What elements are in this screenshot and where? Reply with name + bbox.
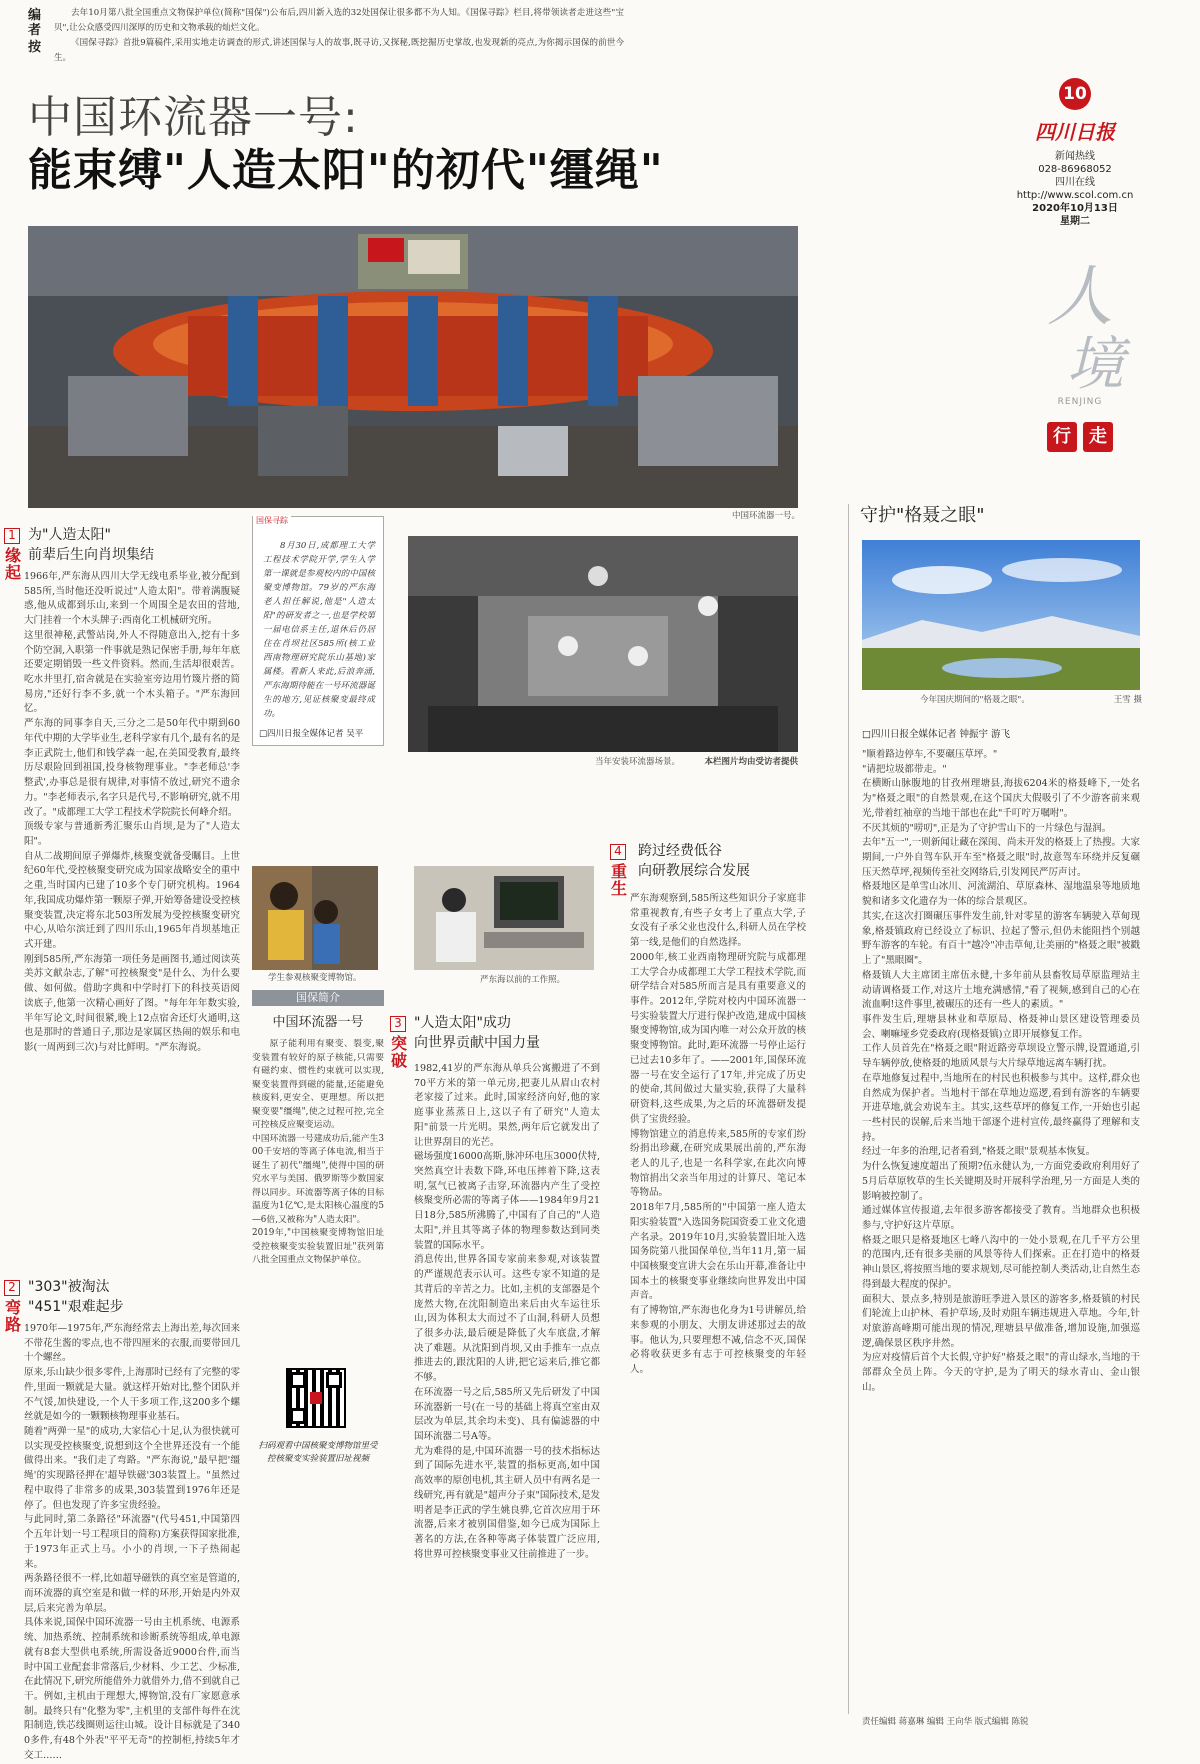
column-logo <box>1020 258 1140 462</box>
editor-note-label-1: 编者 <box>28 8 42 38</box>
column-stamps <box>1020 422 1140 452</box>
section3-title-1: "人造太阳"成功 <box>414 1015 511 1031</box>
issue-date: 2020年10月13日 <box>1032 203 1118 214</box>
hotline: 028-86968052 <box>1038 164 1112 175</box>
column-char-2: 境 <box>1065 330 1124 398</box>
section1-title-1: 为"人造太阳" <box>28 527 111 543</box>
section1-marker <box>4 528 22 581</box>
section2-vert: 弯路 <box>4 1297 21 1334</box>
intro-body: 原子能利用有聚变、裂变,聚变装置有较好的原子核能,只需要有磁约束、惯性约束就可以实现,聚变装置得到磁的能量,还能避免核废料,更安全、更理想。所以把聚变要"缰绳",使之过程可控,完全可控核反应聚变运动。 中国环流器一号建成功后,能产生300千安培的等离子体电流,相当于诞生了初代"缰绳",使得中国的研究水平与美国、俄罗斯等少数国家得以同步。环流器等离子体的目标温度为1亿℃,是太阳核心温度的5—6倍,又被称为"人造太阳"。 2019年,"中国核聚变博物馆旧址受控核聚变实验装置旧址"获列第八批全国重点文物保护单位。 <box>252 1039 384 1265</box>
right-photo-caption: 今年国庆期间的"格聂之眼"。 <box>920 695 1030 705</box>
headline <box>28 92 968 202</box>
editor-note-label <box>28 8 46 55</box>
issue-weekday: 星期二 <box>1060 216 1090 227</box>
grassland-lake-illustration <box>862 540 1140 690</box>
page-number: 10 <box>1063 84 1087 104</box>
section4-title-2: 向研教展综合发展 <box>638 863 750 879</box>
main-photo-tokamak <box>28 226 798 508</box>
section4-title-1: 跨过经费低谷 <box>638 843 722 859</box>
right-photographer: 王雪 摄 <box>1113 695 1142 705</box>
photo-scientist <box>414 866 594 970</box>
sidebar-tag: 国保寻踪 <box>253 515 291 527</box>
section4-vert: 重生 <box>610 861 627 898</box>
section1-num: 1 <box>4 528 20 544</box>
editor-note-label-2: 按 <box>28 40 42 55</box>
photo3-caption: 学生参观核聚变博物馆。 <box>268 973 362 983</box>
right-byline: □四川日报全媒体记者 钟振宇 游飞 <box>862 729 1011 740</box>
photo2-caption-right: 本栏图片均由受访者提供 <box>704 757 798 767</box>
right-article-title: 守护"格聂之眼" <box>860 505 985 526</box>
column-pinyin: RENJING <box>1057 397 1103 407</box>
photo2-caption-left: 当年安装环流器场景。 <box>594 757 680 767</box>
intro-title: 中国环流器一号 <box>272 1015 364 1030</box>
section3-title-2: 向世界贡献中国力量 <box>414 1035 540 1051</box>
photo4-caption: 严东海以前的工作照。 <box>480 975 566 985</box>
editor-note-line1: 去年10月第八批全国重点文物保护单位(简称"国保")公布后,四川新入选的32处国保让很多都不为人知。《国保寻踪》栏目,将带领读者走进这些"宝贝",让公众感受四川深厚的历史和文物承载的灿烂文化。 <box>54 8 624 33</box>
headline-line2: 能束缚"人造太阳"的初代"缰绳" <box>28 145 664 196</box>
section2-marker <box>4 1280 22 1333</box>
online-label: 四川在线 <box>1055 177 1095 188</box>
sidebar-body: 8月30日,成都理工大学工程技术学院开学,学生入学第一课就是参观校内的中国核聚变博物馆。79岁的严东海老人担任解说,他是"人造太阳"的研发者之一,也是学校第一届电信系主任,退休后仍居住在肖坝社区585所(核工业西南物理研究院乐山基地)家属楼。看新人来此,后浪奔涌,严东海期待能在一号环流器诞生的地方,见证核聚变最终成功。 <box>263 541 375 719</box>
page-number-badge <box>1059 78 1091 110</box>
right-article-photo <box>862 540 1140 690</box>
photo-students <box>252 866 378 970</box>
hotline-label: 新闻热线 <box>1055 151 1095 162</box>
intro-tag: 国保简介 <box>252 990 384 1006</box>
scientist-illustration <box>414 866 594 970</box>
site-url[interactable]: http://www.scol.com.cn <box>1016 190 1134 201</box>
column-divider-right <box>848 504 849 1714</box>
section3-body: 1982,41岁的严东海从单兵公寓搬进了不到70平方米的第一单元房,把妻儿从眉山农村老家接了过来。此时,国家经济向好,他的家庭事业蒸蒸日上,这以子有了研究"人造太阳"前景一片光明。果然,两年后它就发出了让世界刮目的光芒。 磁场强度16000高斯,脉冲环电压3000伏特,突然真空计表数下降,环电压摔着下降,这表明,氢气已被离子击穿,环流器内产生了受控核聚变所必需的等离子体——1984年9月21日18分,585所沸腾了,中国有了自己的"人造太阳",并且其等离子体的物理参数达到同类装置的国际水平。 消息传出,世界各国专家前来参观,对该装置的严谨规范表示认可。这些专家不知道的是其背后的辛苦之力。比如,主机的支部器是个庞然大物,在沈阳制造出来后由火车运往乐山,因为体积太大而过不了山洞,科研人员想了很多办法,最后硬是降低了火车底盘,才解决了难题。从沈阳到肖坝,又由手推车一点点推进去的,跟沈阳的人讲,把它运来后,推它都不够。 在环流器一号之后,585所又先后研发了中国环流器新一号(在一号的基础上将真空室由双层改为单层,其余均未变)、具有偏滤器的中国环流器二号A等。 尤为难得的是,中国环流器一号的技术指标达到了国际先进水平,装置的指标更高,如中国高效率的原创电机,其主研人员中有两名是一线研究,再有就是"超声分子束"国际技术,是发明者是李正武的学生姚良骅,它首次应用于环流器,后来才被别国借鉴,如今已成为国际上著名的方法,在各种等离子体装置广泛应用,将世界可控核聚变事业又往前推进了一步。 <box>414 1063 600 1560</box>
section3-vert: 突破 <box>390 1033 407 1070</box>
column-char-1: 人 <box>1047 258 1113 335</box>
section4-body: 严东海观察到,585所这些知识分子家庭非常重视教育,有些子女考上了重点大学,子女没有子承父业也没什么,科研人员在学校第一线,是他们的自然选择。 2000年,核工业西南物理研究院与成都理工大学合办成都理工大学工程技术学院,而研学结合对585所而言是具有重要意义的事件。2012年,学院对校内中国环流器一号实验装置大厅进行保护改造,建成中国核聚变博物馆,成为国内唯一对公众开放的核聚变博物馆。此时,距环流器一号停止运行已过去10多年了。——2001年,国保环流器一号在安全运行了17年,并完成了历史的使命,其间做过大量实验,获得了大量科研资料,这些成果,为之后的环流器研发提供了宝贵经验。 博物馆建立的消息传来,585所的专家们纷纷捐出珍藏,在研究成果展出前的,严东海老人的儿子,也是一名科学家,在此次向博物馆捐出父亲当年用过的计算尺、笔记本等物品。 2018年7月,585所的"中国第一座人造太阳实验装置"入选国务院国资委工业文化遗产名录。2019年10月,实验装置旧址入选国务院第八批国保单位,当年11月,第一届中国核聚变宣讲大会在乐山开幕,准备让中国本土的核聚变事业继续向世界发出中国声音。 有了博物馆,严东海也化身为1号讲解员,给来参观的小朋友、大朋友讲述那过去的故事。他认为,只要理想不减,信念不灭,国保必将收获更多有志于可控核聚变的年轻人。 <box>630 893 806 1375</box>
section1-vert: 缘起 <box>4 545 21 582</box>
tokamak-illustration <box>28 226 798 508</box>
section2-body: 1970年—1975年,严东海经常去上海出差,每次回来不带花生酱的零点,也不带四厘米的衣服,而要带回几十个螺丝。 原来,乐山缺少很多零件,上海那时已经有了完整的零件,里面一颗就是大量。就这样开始对比,整个团队并不气馁,加快建设,一个人干多项工作,这200多个螺丝就是如今的一颗颗核物理事业基石。 随着"两弹一星"的成功,大家信心十足,认为很快就可以实现受控核聚变,说想到这个全世界还没有一个能做得出来。"我们走了弯路。"严东海说,"最早把'缰绳'的实现路径押在'超导铁磁'303装置上。"虽然过程中取得了非常多的成果,303装置到1976年还是停了。但也发现了许多宝贵经验。 与此同时,第二条路径"环流器"(代号451,中国第四个五年计划一号工程项目的简称)方案获得国家批准,于1973年正式上马。小小的肖坝,一下子热闹起来。 两条路径很不一样,比如超导磁铁的真空室是管道的,而环流器的真空室是和做一样的环形,开始是内外双层,后来完善为单层。 具体来说,国保中国环流器一号由主机系统、电源系统、加热系统、控制系统和诊断系统等组成,单电源就有8套大型供电系统,所需设备近9000台件,而当时中国工业配套非常落后,少材料、少工艺、少标准,在此情况下,研究所能借外力就借外力,借不到就自己干。例如,主机由于理想大,博物馆,没有厂家愿意承制。最终只有"化整为零",主机里的支部件每件在沈阳制造,铁芯线圈则运往山城。设计目标就是了3400多件,有48个外表"平平无奇"的控制柜,持续5年才交工…… <box>24 1323 240 1761</box>
masthead <box>1000 78 1150 258</box>
stamp-1: 行 <box>1047 422 1077 452</box>
right-article-body: "顺着路边停车,不要碾压草坪。" "请把垃圾都带走。" 在横断山脉腹地的甘孜州理塘县,海拔6204米的格聂峰下,一处名为"格聂之眼"的自然景观,在这个国庆大假吸引了不少游客前来观光,带着红袖章的当地干部也在此"千叮咛万嘱咐"。 不厌其烦的"唠叨",正是为了守护雪山下的一片绿色与湿润。 去年"五一",一则新闻让藏在深闺、尚未开发的格聂上了热搜。大家期间,一户外自驾车队开车至"格聂之眼"时,故意驾车环绕并反复碾压天然草坪,视频传至社交网络后,引发网民严厉声讨。 格聂地区是单雪山冰川、河流湖泊、草原森林、湿地温泉等地质地貌和诸多文化遗存为一体的综合景观区。 其实,在这次打圈碾压事件发生前,针对零星的游客车辆驶入草甸现象,格聂镇政府已经设立了标识、拉起了警示,但仍未能阻挡个别越野车游客的车轮。有百十"越冷"冲击草甸,让美丽的"格聂之眼"被戳上了"黑眼圈"。 格聂镇人大主席团主席伍永健,十多年前从县畜牧局草原监理站主动请调格聂工作,对这片土地充满感情,"看了视频,感到自己的心在流血啊!这件事里,被碾压的还有一些人的素质。" 事件发生后,理塘县林业和草原局、格聂神山景区建设管理委员会、喇嘛垭乡党委政府(现格聂镇)立即开展修复工作。 工作人员首先在"格聂之眼"附近路旁草坝设立警示牌,设置通道,引导车辆停放,使格聂的地质风景与大片绿草地远离车辆打扰。 在草地修复过程中,当地所在的村民也积极参与其中。这样,群众也自然成为保护者。当地村干部在草地边巡逻,看到有游客的车辆要开进草地,就会劝说车主。其实,这些草坪的修复工作,一开始也引起一些村民的误解,后来当地干部逐个进村宣传,最终赢得了理解和支持。 经过一年多的治理,记者看到,"格聂之眼"景观基本恢复。 为什么恢复速度超出了预期?伍永健认为,一方面党委政府利用好了5月后草原牧草的生长关键期及时开展科学治理,另一方面是人类的影响被控制了。 通过媒体宣传报道,去年很多游客都接受了教育。当地群众也积极参与,守护好这片草原。 格聂之眼只是格聂地区七峰八沟中的一处小景观,在几千平方公里的范围内,还有很多美丽的风景等待人们探索。正在打造中的格聂神山景区,将按照当地的要求规划,尽可能控制人类活动,让自然生态得到最大程度的保护。 面积大、景点多,特别是旅游旺季进入景区的游客多,格聂镇的村民们轮流上山护林、看护草场,及时劝阻车辆违规进入草地。今年,针对旅游高峰期可能出现的情况,理塘县早做准备,增加设施,加强巡逻,确保景区秩序井然。 为应对疫情后首个大长假,守护好"格聂之眼"的青山绿水,当地的干部群众全员上阵。今天的守护,是为了明天的绿水青山、金山银山。 <box>862 749 1140 1393</box>
sidebar-box <box>252 516 384 746</box>
qr-code[interactable] <box>286 1368 346 1428</box>
intro-box <box>252 990 384 1320</box>
footer-credits: 责任编辑 蒋嘉琳 编辑 王向华 版式编辑 陈锐 <box>862 1717 1029 1727</box>
section1-body: 1966年,严东海从四川大学无线电系毕业,被分配到585所,当时他还没听说过"人造太阳"。带着满腹疑惑,他从成都到乐山,来到一个周围全是农田的营地,大门挂着一个木头牌子:西南化工机械研究所。 这里很神秘,武警站岗,外人不得随意出入,挖有十多个防空洞,入职第一件事就是熟记保密手册,每年年底还要定期销毁一些文件资料。然而,生活却很艰苦。吃水井里打,宿舍就是在实验室旁边用竹篾片搭的简易房,"还好行李不多,就一个木头箱子。"严东海回忆。 严东海的同事李自天,三分之二是50年代中期到60年代中期的大学毕业生,老科学家有几个,最有名的是李正武院士,他们和钱学森一起,在美国受教育,最终历尽艰险回到祖国,投身核物理事业。"李老师总'李整武',办事总是很有规律,对事情不放过,研究不遗余力。"李老师表示,名字只是代号,不影响研究,就不用改了。"成都理工大学工程技术学院院长何峰介绍。 顶级专家与普通新秀汇聚乐山肖坝,是为了"人造太阳"。 自从二战期间原子弹爆炸,核聚变就备受瞩目。上世纪60年代,受控核聚变研究成为国家战略安全的重中之重,当时国内已建了10多个专门研究机构。1964年,我国成功爆炸第一颗原子弹,开始筹备建设受控核聚变装置,决定将东北503所发展为受控核聚变研究中心,从哈尔滨迁到了四川乐山,1965年肖坝基地正式开建。 刚到585所,严东海第一项任务是画图书,通过阅读英美苏文献杂志,了解"可控核聚变"是什么、为什么要做、如何做。借助字典和中学时打下的科技英语阅读底子,他第一次精心画好了图。"每年年年数实验,半年写论文,时间很紧,晚上12点宿舍还灯火通明,这也是那时的普通日子,那边是家属区热闹的娱乐和电影(一周两到三次)与对比鲜明。"严东海说。 <box>24 571 240 1053</box>
section4-header <box>610 840 850 900</box>
sidebar-byline: □四川日报全媒体记者 吴平 <box>259 728 364 739</box>
section4-marker <box>610 844 628 897</box>
section2-num: 2 <box>4 1280 20 1296</box>
main-photo-caption: 中国环流器一号。 <box>731 511 800 521</box>
photo-installation <box>408 536 798 752</box>
section2-title-2: "451"艰难起步 <box>28 1299 124 1315</box>
students-illustration <box>252 866 378 970</box>
section3-marker <box>390 1016 408 1069</box>
qr-caption: 扫码观看中国核聚变博物馆里受控核聚变实验装置旧址视频 <box>258 1441 378 1464</box>
paper-name: 四川日报 <box>1035 120 1115 144</box>
installation-bw-illustration <box>408 536 798 752</box>
section4-num: 4 <box>610 844 626 860</box>
stamp-2: 走 <box>1083 422 1113 452</box>
section3-num: 3 <box>390 1016 406 1032</box>
headline-line1: 中国环流器一号: <box>28 92 359 143</box>
section2-title-1: "303"被淘汰 <box>28 1279 110 1295</box>
section1-title-2: 前辈后生向肖坝集结 <box>28 547 154 563</box>
editor-note <box>28 4 968 63</box>
editor-note-line2: 《国保寻踪》首批9篇稿件,采用实地走访调查的形式,讲述国保与人的故事,既寻访,又探秘,既挖掘历史掌故,也发现新的亮点,为你揭示国保的前世今生。 <box>54 38 624 63</box>
